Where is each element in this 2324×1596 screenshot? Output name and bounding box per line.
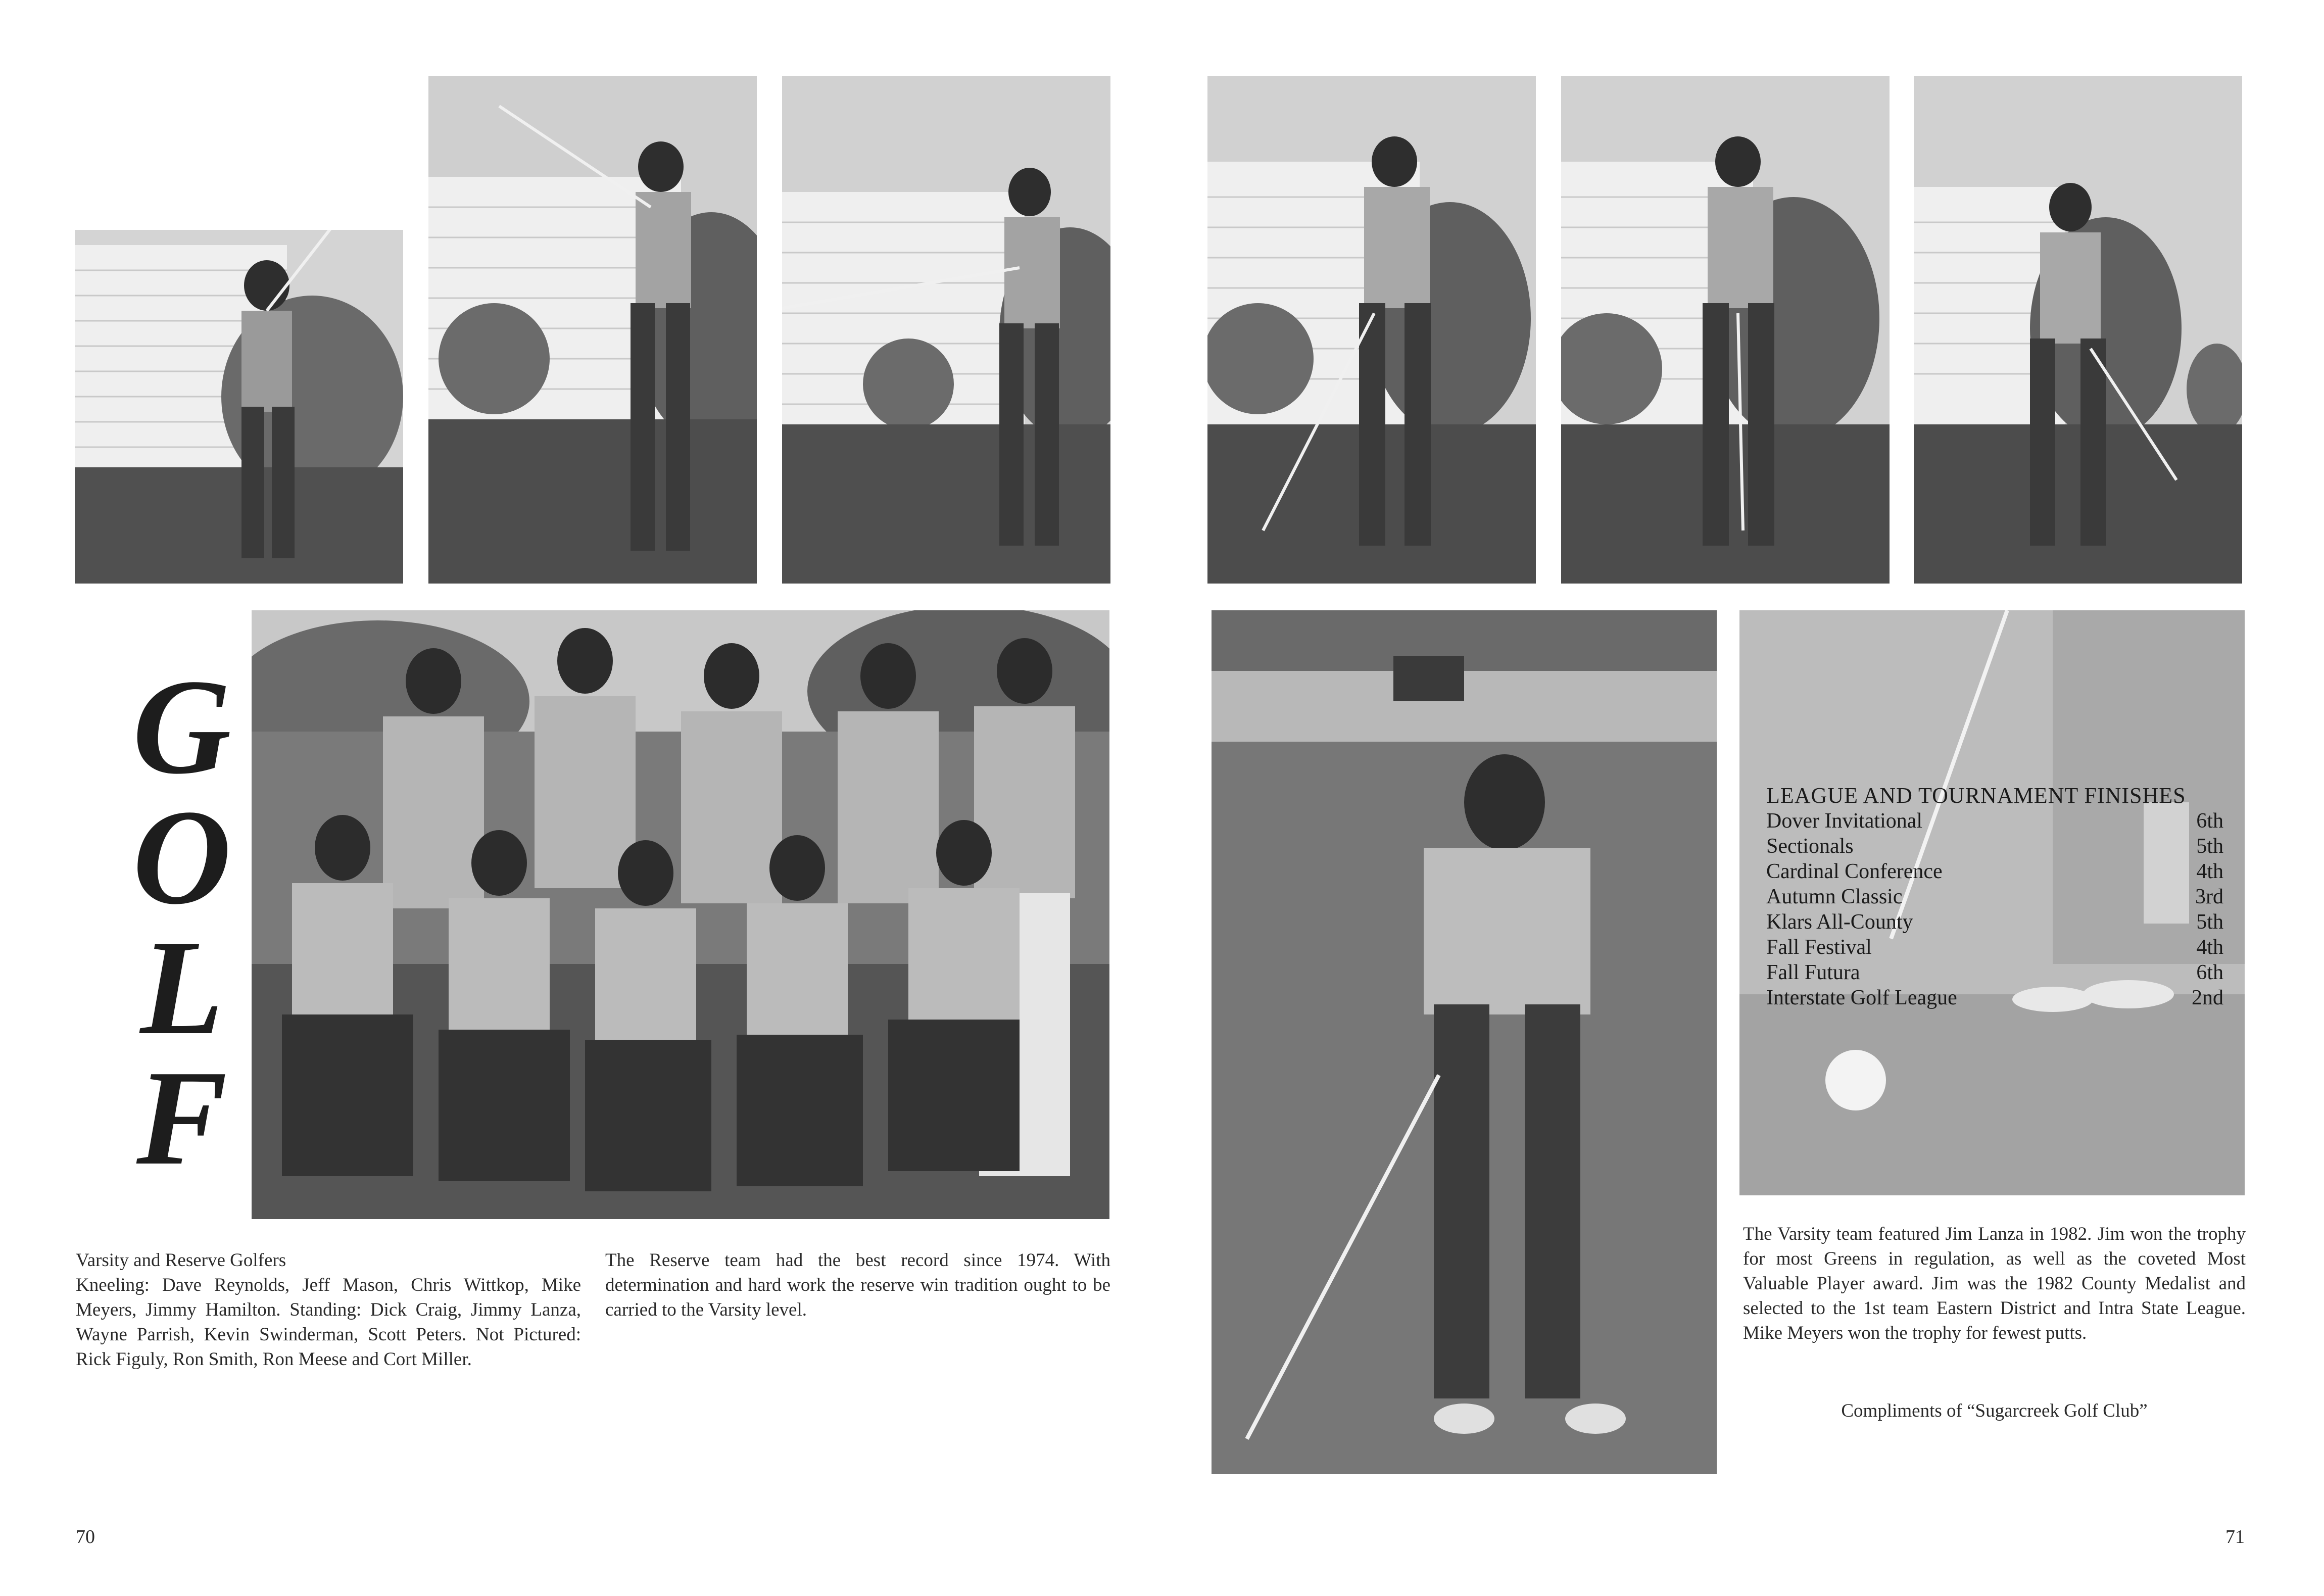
swing-photo-1 bbox=[75, 230, 403, 584]
swing-photo-4 bbox=[1207, 76, 1536, 584]
finish-place: 4th bbox=[2196, 860, 2223, 883]
varsity-caption: The Varsity team featured Jim Lanza in 1982. Jim won the trophy for most Greens in regulation, as well as the coveted Most Valuable Player award. Jim was the 1982 County Medalist and selected to the 1st team Eastern District and Intra State League. Mike Meyers won the trophy for fewest putts. bbox=[1743, 1224, 2246, 1343]
finish-event: Klars All-County bbox=[1766, 910, 1913, 934]
golfers-caption-body: Kneeling: Dave Reynolds, Jeff Mason, Chris Wittkop, Mike Meyers, Jimmy Hamilton. Standing: Dick Craig, Jimmy Lanza, Wayne Parrish, Kevin Swinderman, Scott Peters. Not Pictured: Rick Figuly, Ron Smith, Ron Meese and Cort Miller. bbox=[76, 1275, 581, 1370]
finish-place: 6th bbox=[2196, 961, 2223, 984]
finish-event: Interstate Golf League bbox=[1766, 986, 1957, 1009]
team-photo bbox=[252, 610, 1109, 1219]
golfers-caption-heading: Varsity and Reserve Golfers bbox=[76, 1250, 286, 1271]
reserve-caption: The Reserve team had the best record since 1974. With determination and hard work the reserve win tradition ought to be carried to the Varsity level. bbox=[605, 1250, 1110, 1320]
finish-event: Autumn Classic bbox=[1766, 885, 1903, 908]
finish-row bbox=[1766, 834, 2223, 859]
swing-photo-3 bbox=[782, 76, 1110, 584]
finish-place: 3rd bbox=[2195, 885, 2223, 908]
golfer-address-photo bbox=[1212, 610, 1717, 1474]
finish-event: Fall Festival bbox=[1766, 936, 1872, 959]
title-letter-o: O bbox=[132, 782, 231, 933]
finish-place: 6th bbox=[2196, 809, 2223, 833]
page-number-left: 70 bbox=[76, 1526, 95, 1547]
compliments-credit: Compliments of “Sugarcreek Golf Club” bbox=[1841, 1400, 2148, 1421]
finishes-table bbox=[1766, 783, 2223, 1010]
finish-event: Fall Futura bbox=[1766, 961, 1860, 984]
finish-row bbox=[1766, 808, 2223, 834]
title-letter-g: G bbox=[132, 651, 231, 802]
finish-place: 2nd bbox=[2192, 986, 2223, 1009]
swing-photo-5 bbox=[1561, 76, 1890, 584]
finish-row bbox=[1766, 960, 2223, 985]
finish-row bbox=[1766, 884, 2223, 909]
finishes-title: LEAGUE AND TOURNAMENT FINISHES bbox=[1766, 783, 2186, 808]
finish-event: Sectionals bbox=[1766, 835, 1854, 858]
finish-place: 4th bbox=[2196, 936, 2223, 959]
finish-place: 5th bbox=[2196, 835, 2223, 858]
finish-event: Dover Invitational bbox=[1766, 809, 1923, 833]
finish-row bbox=[1766, 935, 2223, 960]
finish-row bbox=[1766, 909, 2223, 935]
golf-title bbox=[126, 651, 237, 1193]
title-letter-l: L bbox=[140, 912, 224, 1063]
golfers-caption bbox=[76, 1248, 581, 1372]
title-letter-f: F bbox=[136, 1042, 228, 1193]
finish-row bbox=[1766, 985, 2223, 1010]
finish-row bbox=[1766, 859, 2223, 884]
swing-photo-6 bbox=[1914, 76, 2242, 584]
finish-place: 5th bbox=[2196, 910, 2223, 934]
swing-photo-2 bbox=[428, 76, 757, 584]
finish-event: Cardinal Conference bbox=[1766, 860, 1943, 883]
page-number-right: 71 bbox=[2225, 1526, 2245, 1547]
